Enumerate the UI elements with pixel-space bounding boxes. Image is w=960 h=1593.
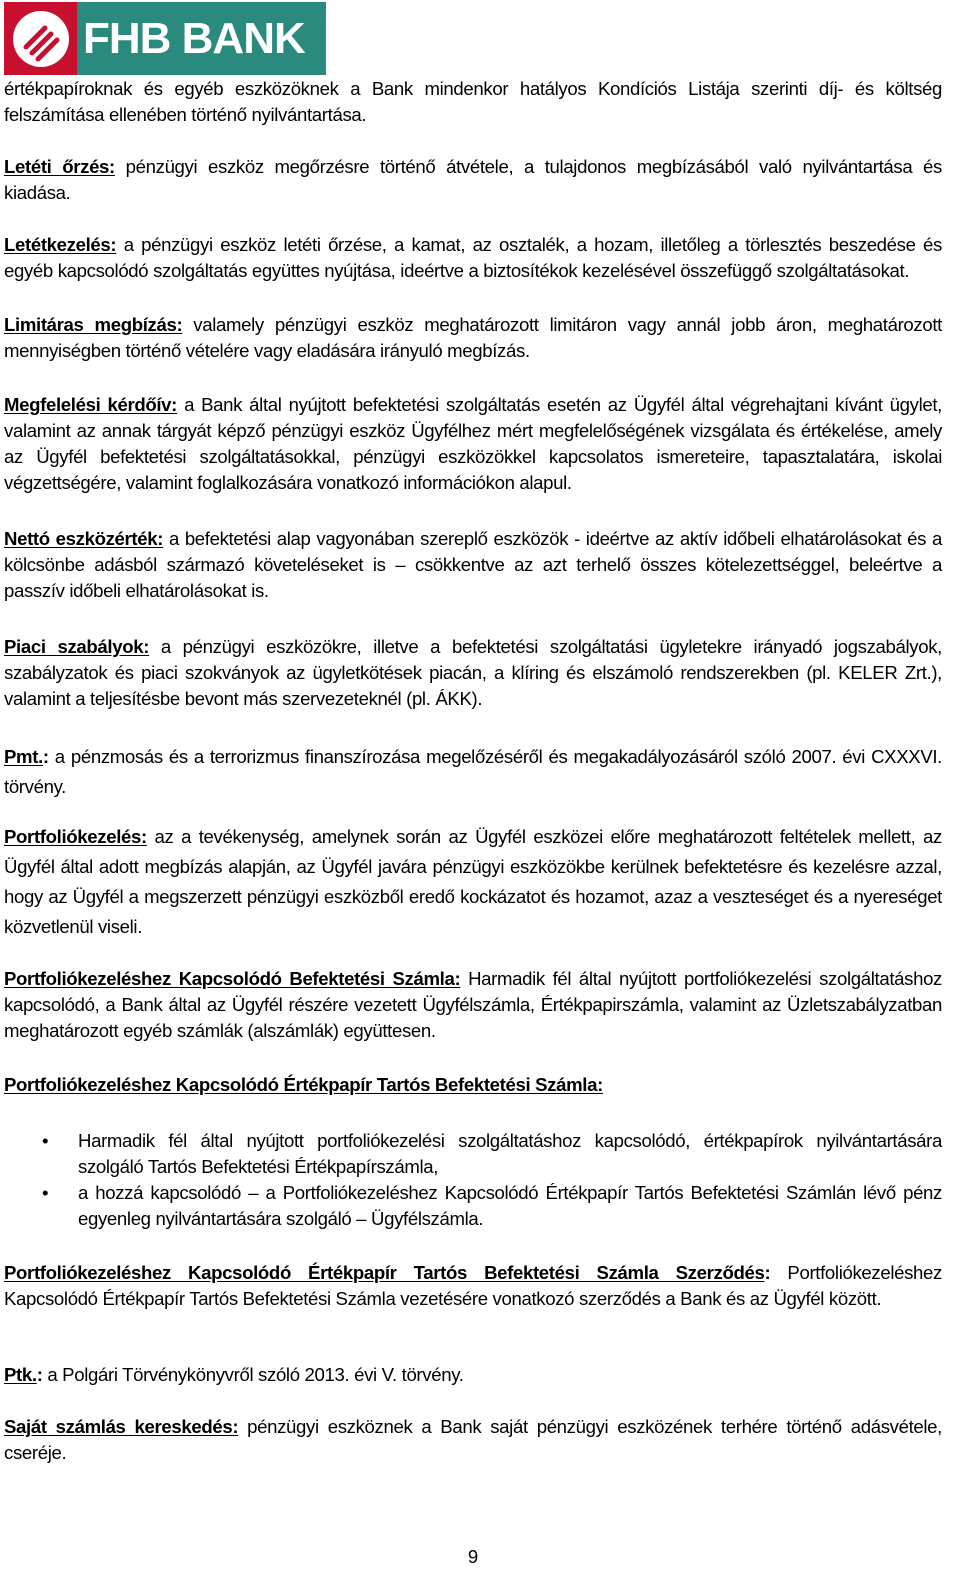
fhb-stripes-icon <box>11 9 71 69</box>
definition-text: a pénzügyi eszköz letéti őrzése, a kamat, az osztalék, a hozam, illetőleg a törlesztés beszedése és egyéb kapcsolódó szolgáltatás együttes nyújtása, ideértve a biztosítékok kezelésével összefüggő szolgáltatásokat. <box>4 234 942 281</box>
list-item-text: a hozzá kapcsolódó – a Portfoliókezeléshez Kapcsolódó Értékpapír Tartós Befektetési Számlán lévő pénz egyenleg nyilvántartására szolgáló – Ügyfélszámla. <box>78 1182 942 1229</box>
definition-term: Portfoliókezelés: <box>4 826 147 847</box>
definition-text: pénzügyi eszköznek a Bank saját pénzügyi eszközének terhére történő adásvétele, cseréje. <box>4 1416 942 1463</box>
list-item <box>4 1128 942 1180</box>
definition-ptk <box>4 1362 942 1388</box>
definition-text: valamely pénzügyi eszköz meghatározott limitáron vagy annál jobb áron, meghatározott mennyiségben történő vételére vagy eladására irányuló megbízás. <box>4 314 942 361</box>
definition-text: értékpapíroknak és egyéb eszközöknek a Bank mindenkor hatályos Kondíciós Listája szerinti díj- és költség felszámítása ellenében történő nyilvántartása. <box>4 78 942 125</box>
definition-term: Portfoliókezeléshez Kapcsolódó Befektetési Számla: <box>4 968 461 989</box>
definition-leteti-orzes <box>4 154 942 206</box>
definition-term: Letéti őrzés: <box>4 156 115 177</box>
definition-megfelelesi-kerdoiv <box>4 392 942 496</box>
logo-wordmark: FHB BANK <box>83 13 305 63</box>
definition-pmt <box>4 742 942 802</box>
definition-text: az a tevékenység, amelynek során az Ügyfél eszközei előre meghatározott feltételek mellett, az Ügyfél által adott megbízás alapján, az Ügyfél javára pénzügyi eszközökbe kerülnek befektetésre és kezelésre azzal, hogy az Ügyfél a megszerzett pénzügyi eszközből eredő kockázatot és hozamot, azaz a veszteséget és a nyereséget közvetlenül viseli. <box>4 826 942 937</box>
definition-term: Ptk. <box>4 1364 37 1385</box>
definition-text: pénzügyi eszköz megőrzésre történő átvétele, a tulajdonos megbízásából való nyilvántartása és kiadása. <box>4 156 942 203</box>
fhb-logo-mark-icon <box>4 2 77 75</box>
definition-text: a pénzmosás és a terrorizmus finanszírozása megelőzéséről és megakadályozásáról szóló 2007. évi CXXXVI. törvény. <box>4 746 942 797</box>
definition-portfoliokezeleshez-tartos-szamla <box>4 1072 942 1098</box>
definition-term: Megfelelési kérdőív: <box>4 394 177 415</box>
definition-portfoliokezeleshez-befektetesi-szamla <box>4 966 942 1044</box>
definition-term: Pmt. <box>4 746 43 767</box>
definition-text: a Polgári Törvénykönyvről szóló 2013. évi V. törvény. <box>42 1364 464 1385</box>
definition-term: Limitáras megbízás: <box>4 314 183 335</box>
definition-term-colon: : <box>42 746 49 767</box>
definition-portfoliokezeles <box>4 822 942 942</box>
definition-sajat-szamlas-kereskedes <box>4 1414 942 1466</box>
definition-term: Nettó eszközérték: <box>4 528 164 549</box>
definition-term-colon: : <box>36 1364 43 1385</box>
definition-text: a Bank által nyújtott befektetési szolgáltatás esetén az Ügyfél által végrehajtani kívánt ügylet, valamint az annak tárgyát képző pénzügyi eszköz Ügyfélhez mért megfelelőségének vizsgálata és értékelése, amely az Ügyfél befektetési szolgáltatásokkal, pénzügyi eszközökkel kapcsolatos ismereteire, tapasztalatára, iskolai végzettségére, valamint foglalkozására vonatkozó információkon alapul. <box>4 394 942 493</box>
bullet-icon: • <box>42 1130 49 1151</box>
bullet-list <box>4 1128 942 1232</box>
definition-text: Portfoliókezeléshez Kapcsolódó Értékpapír Tartós Befektetési Számla vezetésére vonatkozó szerződés a Bank és az Ügyfél között. <box>4 1262 942 1309</box>
definition-paragraph <box>4 76 942 128</box>
list-item <box>4 1180 942 1232</box>
page-number: 9 <box>467 1546 479 1567</box>
definition-piaci-szabalyok <box>4 634 942 712</box>
definition-term: Letétkezelés: <box>4 234 117 255</box>
document-body <box>4 76 942 1466</box>
definition-limitaras-megbizas <box>4 312 942 364</box>
definition-text: a befektetési alap vagyonában szereplő eszközök - ideértve az aktív időbeli elhatárolásokat és a kölcsönbe adásból származó követeléseket is – csökkentve az azt terhelő összes kötelezettséggel, beleértve a passzív időbeli elhatárolásokat is. <box>4 528 942 601</box>
definition-text: a pénzügyi eszközökre, illetve a befektetési szolgáltatási ügyletekre irányadó jogszabályok, szabályzatok és piaci szokványok az ügyletkötések piacán, a klíring és elszámoló rendszerekben (pl. KELER Zrt.), valamint a teljesítésbe bevont más szervezeteknél (pl. ÁKK). <box>4 636 942 709</box>
definition-term: Saját számlás kereskedés: <box>4 1416 239 1437</box>
fhb-bank-logo <box>4 2 326 75</box>
definition-text: Harmadik fél által nyújtott portfoliókezelési szolgáltatáshoz kapcsolódó, a Bank által az Ügyfél részére vezetett Ügyfélszámla, Értékpapirszámla, valamint az Üzletszabályzatban meghatározott egyéb számlák (alszámlák) együttesen. <box>4 968 943 1041</box>
definition-tartos-szamla-szerzodes <box>4 1260 942 1312</box>
definition-netto-eszkozertek <box>4 526 942 604</box>
definition-term: Portfoliókezeléshez Kapcsolódó Értékpapír Tartós Befektetési Számla Szerződés <box>4 1262 765 1283</box>
definition-term: Piaci szabályok: <box>4 636 150 657</box>
list-item-text: Harmadik fél által nyújtott portfoliókezelési szolgáltatáshoz kapcsolódó, értékpapírok nyilvántartására szolgáló Tartós Befektetési Értékpapírszámla, <box>78 1130 942 1177</box>
definition-term-colon: : <box>764 1262 771 1283</box>
bullet-icon: • <box>42 1182 49 1203</box>
definition-term: Portfoliókezeléshez Kapcsolódó Értékpapír Tartós Befektetési Számla: <box>4 1074 603 1095</box>
definition-letetkezeles <box>4 232 942 284</box>
